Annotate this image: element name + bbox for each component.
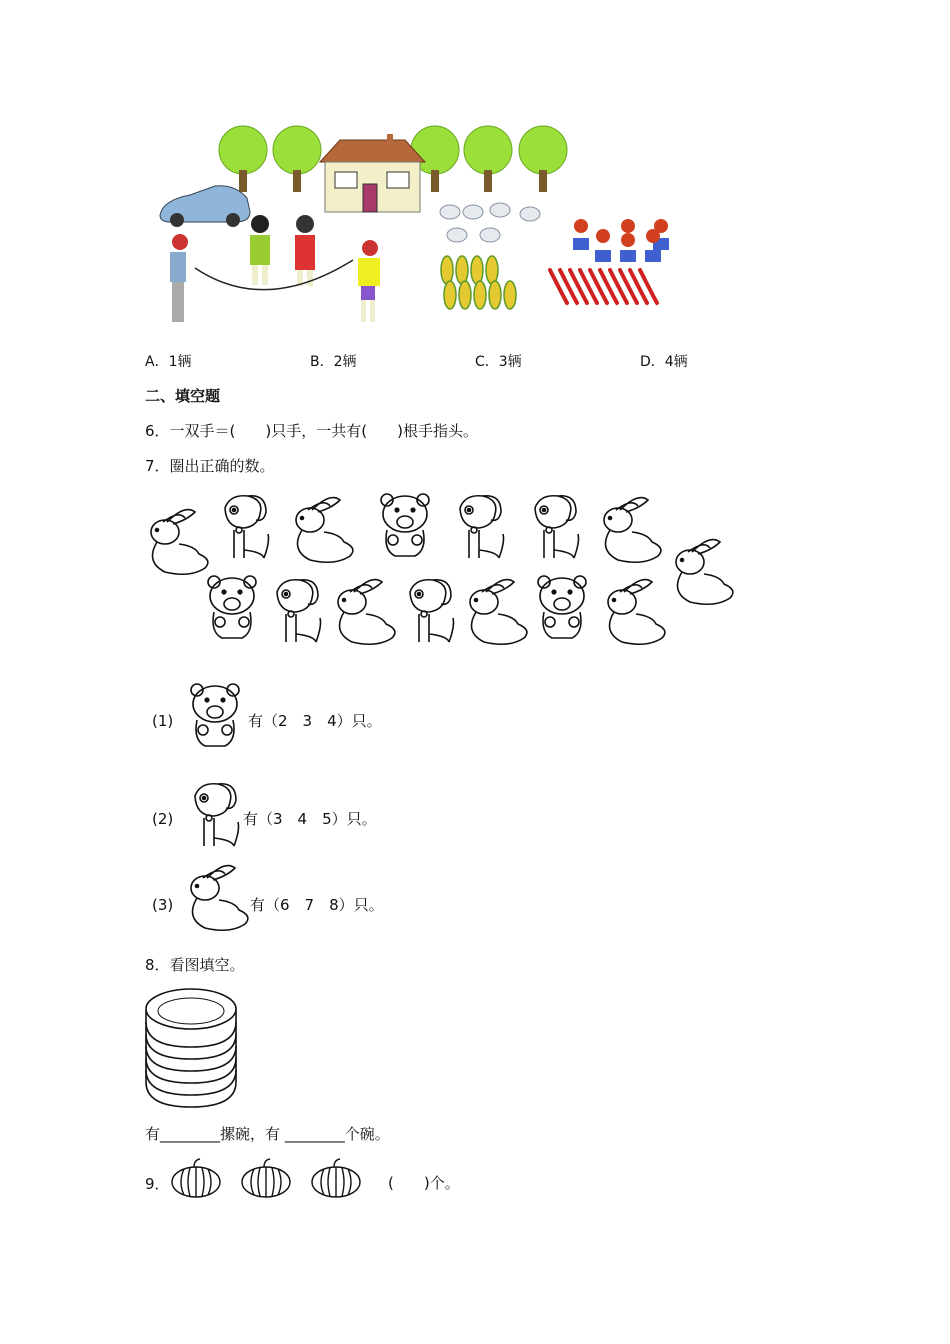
q7-item-2-text[interactable]: 有（3 4 5）只。 — [243, 810, 377, 828]
q7-item-3-label: (3) — [152, 896, 174, 914]
dog-icon — [277, 580, 321, 642]
q7-item-2-label: (2) — [152, 810, 174, 828]
duck-icon — [440, 203, 540, 242]
bear-icon — [185, 672, 245, 747]
rabbit-icon — [338, 580, 395, 645]
watermelon-icon — [312, 1159, 360, 1197]
q7-item-1-label: (1) — [152, 712, 174, 730]
rabbit-icon — [296, 498, 353, 563]
option-d[interactable]: D．4辆 — [640, 354, 688, 370]
question-9-text[interactable]: ( )个。 — [388, 1174, 460, 1192]
flower-pot-icon — [573, 219, 669, 262]
dog-icon — [185, 780, 245, 850]
question-9-number: 9． — [145, 1175, 170, 1193]
question-6 — [145, 421, 478, 441]
bear-icon — [208, 576, 256, 638]
watermelon-icon — [242, 1159, 290, 1197]
q7-item-3-text[interactable]: 有（6 7 8）只。 — [250, 896, 384, 914]
rabbit-icon — [470, 580, 527, 645]
dog-icon — [225, 496, 269, 558]
rabbit-icon — [185, 866, 250, 936]
question-6-number: 6． — [145, 422, 170, 440]
option-c[interactable]: C．3辆 — [475, 354, 522, 370]
rabbit-icon — [151, 510, 208, 575]
watermelon-group — [170, 1160, 370, 1205]
bowl-stack-icon — [143, 987, 243, 1112]
bear-icon — [538, 576, 586, 638]
watermelon-icon — [172, 1159, 220, 1197]
children-jump-rope-icon — [170, 215, 380, 322]
animal-group-illustration — [0, 480, 950, 660]
dog-icon — [410, 580, 454, 642]
question-6-text: 一双手＝( )只手，一共有( )根手指头。 — [169, 422, 478, 440]
corn-icon — [441, 256, 516, 309]
section-title: 二、填空题 — [145, 387, 221, 405]
rabbit-icon — [608, 580, 665, 645]
pepper-icon — [550, 270, 657, 303]
dog-icon — [460, 496, 504, 558]
house-icon — [320, 134, 425, 212]
question-7-title: 7．圈出正确的数。 — [145, 457, 275, 475]
dog-icon — [535, 496, 579, 558]
question-8-title: 8．看图填空。 — [145, 956, 245, 974]
option-b[interactable]: B．2辆 — [310, 354, 357, 370]
scene-illustration — [155, 120, 685, 335]
question-8-text[interactable]: 有________摞碗，有 ________个碗。 — [145, 1125, 390, 1143]
option-a[interactable]: A．1辆 — [145, 354, 192, 370]
rabbit-icon — [676, 540, 733, 605]
rabbit-icon — [604, 498, 661, 563]
q7-item-1-text[interactable]: 有（2 3 4）只。 — [248, 712, 382, 730]
bear-icon — [381, 494, 429, 556]
car-icon — [160, 186, 250, 227]
